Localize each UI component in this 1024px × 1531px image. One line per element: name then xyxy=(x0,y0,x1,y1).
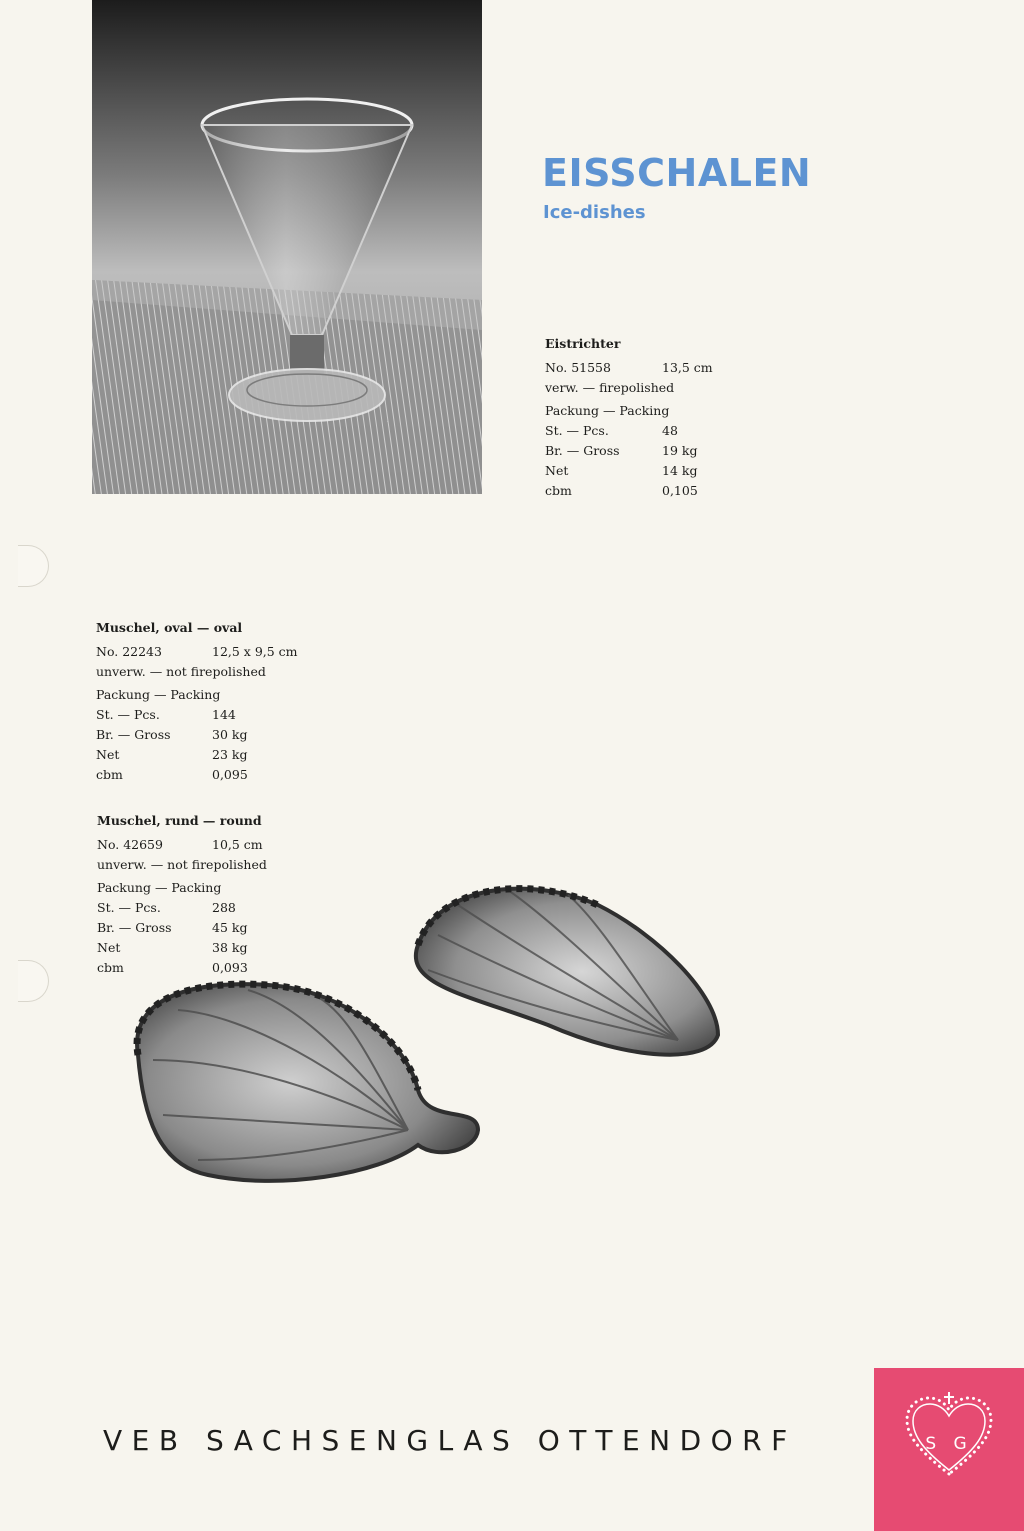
packing-row-label: St. — Pcs. xyxy=(96,707,160,723)
packing-row-value: 288 xyxy=(212,900,236,916)
binder-hole xyxy=(18,960,49,1002)
company-logo xyxy=(874,1368,1024,1531)
product-size: 10,5 cm xyxy=(212,836,263,852)
packing-row-value: 14 kg xyxy=(662,462,698,478)
packing-row-value: 30 kg xyxy=(212,726,248,742)
product-spec-eistrichter xyxy=(545,334,713,500)
packing-row-label: Br. — Gross xyxy=(545,442,620,458)
product-number: No. 42659 xyxy=(97,836,163,852)
packing-row-value: 144 xyxy=(212,707,236,723)
binder-hole xyxy=(18,545,49,587)
page-subtitle: Ice-dishes xyxy=(543,202,646,223)
packing-row-label: cbm xyxy=(96,766,123,782)
packing-row-value: 0,093 xyxy=(212,959,248,975)
product-size: 13,5 cm xyxy=(662,359,713,375)
packing-row-value: 0,095 xyxy=(212,766,248,782)
company-footer: VEB SACHSENGLAS OTTENDORF xyxy=(103,1424,797,1457)
packing-row-label: cbm xyxy=(97,959,124,975)
packing-row-label: cbm xyxy=(545,482,572,498)
product-number: No. 22243 xyxy=(96,643,162,659)
product-finish: verw. — firepolished xyxy=(545,379,675,395)
shell-dishes-photo xyxy=(118,875,728,1215)
packing-row-label: Br. — Gross xyxy=(97,919,172,935)
round-shell-dish xyxy=(137,984,478,1181)
packing-row-value: 48 xyxy=(662,423,678,439)
packing-row-value: 0,105 xyxy=(662,482,698,498)
logo-letters: S G xyxy=(925,1434,973,1454)
packing-label: Packung — Packing xyxy=(97,880,222,896)
product-finish: unverw. — not firepolished xyxy=(96,663,266,679)
page-title: EISSCHALEN xyxy=(542,151,812,195)
product-number: No. 51558 xyxy=(545,359,611,375)
product-name: Eistrichter xyxy=(545,336,621,351)
oval-shell-dish xyxy=(416,889,718,1055)
packing-row-label: Net xyxy=(97,939,121,955)
packing-row-label: Br. — Gross xyxy=(96,726,171,742)
packing-row-label: St. — Pcs. xyxy=(97,900,161,916)
packing-row-value: 45 kg xyxy=(212,919,248,935)
packing-row-value: 23 kg xyxy=(212,746,248,762)
product-finish: unverw. — not firepolished xyxy=(97,856,267,872)
packing-row-value: 19 kg xyxy=(662,442,698,458)
packing-row-label: Net xyxy=(96,746,120,762)
ice-funnel-photo xyxy=(92,0,482,494)
product-size: 12,5 x 9,5 cm xyxy=(212,643,298,659)
packing-row-label: Net xyxy=(545,462,569,478)
packing-row-value: 38 kg xyxy=(212,939,248,955)
product-name: Muschel, rund — round xyxy=(97,813,262,828)
product-spec-muschel-oval xyxy=(96,618,298,784)
packing-label: Packung — Packing xyxy=(545,403,670,419)
packing-row-label: St. — Pcs. xyxy=(545,423,609,439)
packing-label: Packung — Packing xyxy=(96,687,221,703)
product-name: Muschel, oval — oval xyxy=(96,620,243,635)
